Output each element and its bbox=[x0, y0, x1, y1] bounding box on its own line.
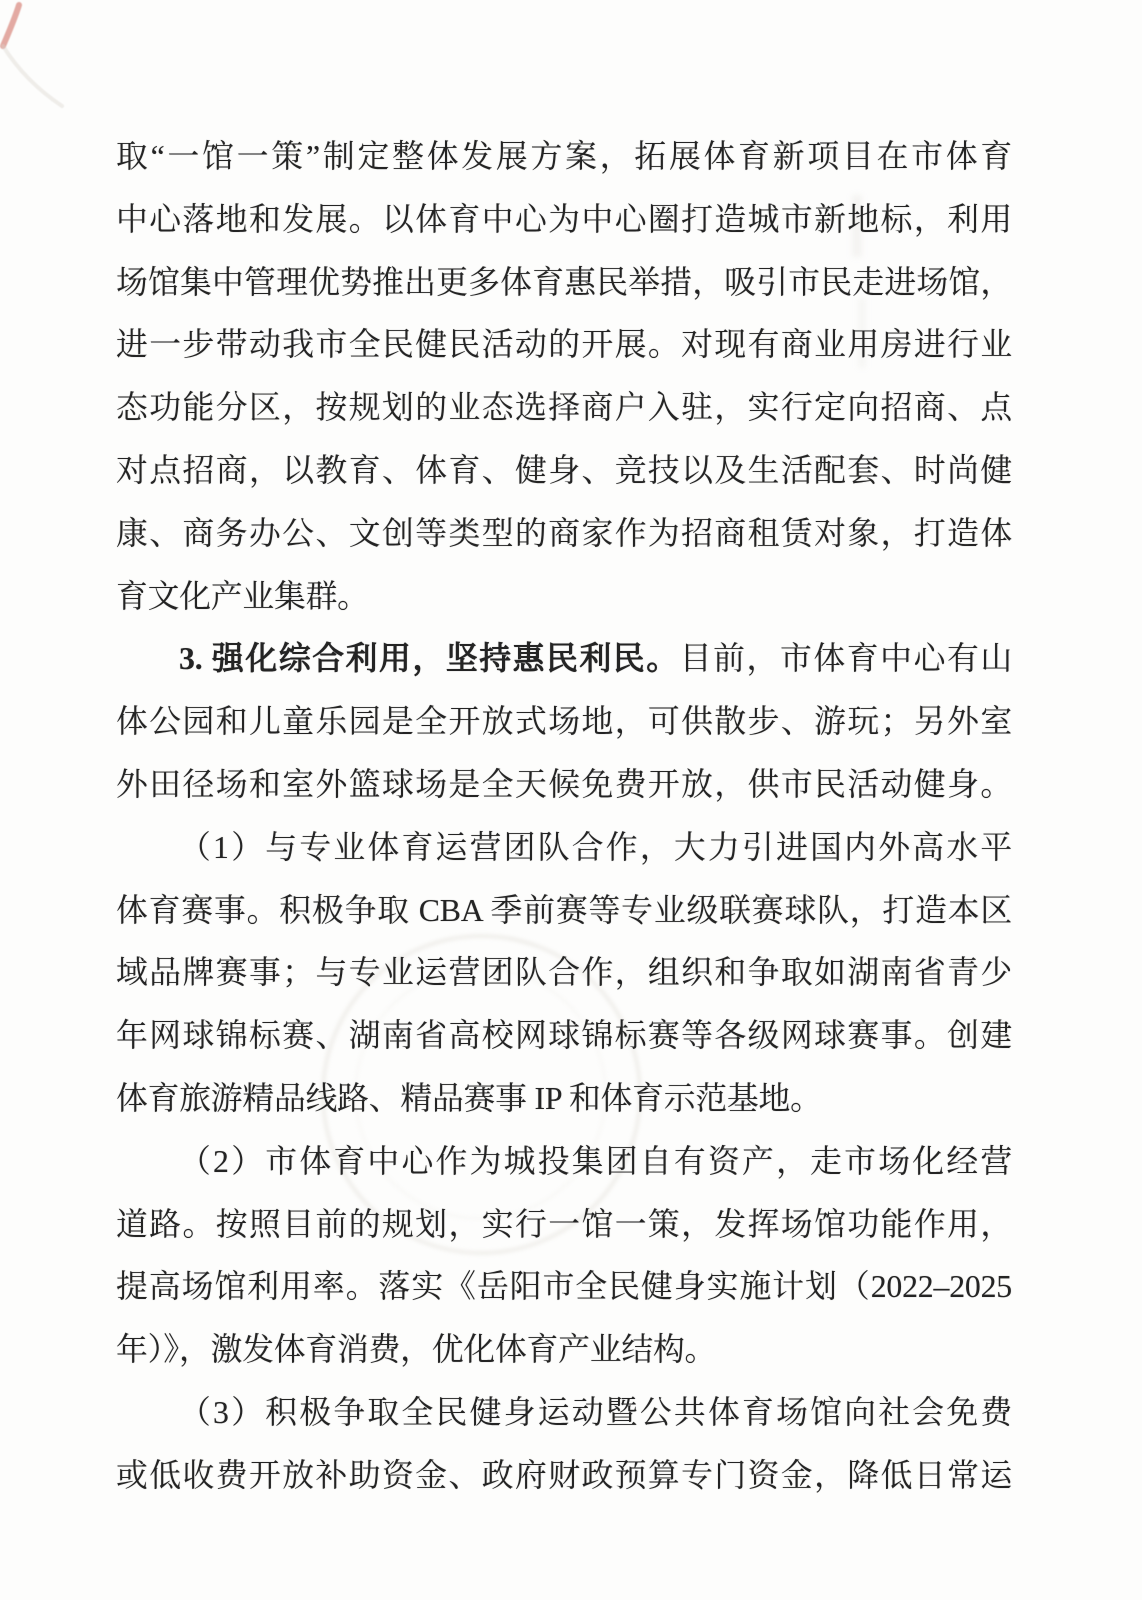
line-text: （3）积极争取全民健身运动暨公共体育场馆向社会免费 bbox=[179, 1394, 1012, 1430]
text-line bbox=[116, 1445, 1012, 1508]
text-line bbox=[116, 503, 1012, 566]
text-line bbox=[116, 1131, 1012, 1194]
text-line bbox=[116, 126, 1012, 189]
line-text: 体育旅游精品线路、精品赛事 IP 和体育示范基地。 bbox=[116, 1080, 822, 1116]
line-text: 取“一馆一策”制定整体发展方案，拓展体育新项目在市体育 bbox=[116, 139, 1012, 174]
line-text: 目前，市体育中心有山 bbox=[679, 641, 1012, 677]
text-line bbox=[116, 377, 1012, 440]
line-text: 年）》，激发体育消费，优化体育产业结构。 bbox=[116, 1332, 717, 1368]
line-text: 育文化产业集群。 bbox=[116, 578, 369, 614]
line-text: （2）市体育中心作为城投集团自有资产，走市场化经营 bbox=[179, 1143, 1012, 1179]
line-text: 进一步带动我市全民健民活动的开展。对现有商业用房进行业 bbox=[116, 327, 1012, 363]
line-text: 场馆集中管理优势推出更多体育惠民举措，吸引市民走进场馆， bbox=[116, 264, 1012, 300]
section-heading: 3. 强化综合利用，坚持惠民利民。 bbox=[179, 641, 680, 677]
text-line bbox=[116, 1068, 1012, 1131]
text-line bbox=[116, 1194, 1012, 1257]
line-text: 道路。按照目前的规划，实行一馆一策，发挥场馆功能作用， bbox=[116, 1206, 1012, 1242]
line-text: 域品牌赛事；与专业运营团队合作，组织和争取如湖南省青少 bbox=[116, 955, 1012, 991]
text-line bbox=[116, 1005, 1012, 1068]
text-line bbox=[116, 314, 1012, 377]
text-line bbox=[116, 566, 1012, 629]
line-text: （1）与专业体育运营团队合作，大力引进国内外高水平 bbox=[179, 829, 1012, 865]
line-text: 体公园和儿童乐园是全开放式场地，可供散步、游玩；另外室 bbox=[116, 704, 1012, 740]
line-text: 年网球锦标赛、湖南省高校网球锦标赛等各级网球赛事。创建 bbox=[116, 1018, 1012, 1054]
line-text: 对点招商，以教育、体育、健身、竞技以及生活配套、时尚健 bbox=[116, 452, 1012, 488]
text-line bbox=[116, 1319, 1012, 1382]
red-pen-mark bbox=[0, 0, 80, 120]
line-text: 中心落地和发展。以体育中心为中心圈打造城市新地标，利用 bbox=[116, 201, 1012, 237]
line-text: 态功能分区，按规划的业态选择商户入驻，实行定向招商、点 bbox=[116, 390, 1012, 426]
document-body bbox=[116, 126, 1012, 1508]
line-text: 或低收费开放补助资金、政府财政预算专门资金，降低日常运 bbox=[116, 1457, 1012, 1493]
text-line bbox=[116, 880, 1012, 943]
text-line bbox=[116, 440, 1012, 503]
text-line bbox=[116, 189, 1012, 252]
text-line bbox=[116, 942, 1012, 1005]
text-line bbox=[116, 754, 1012, 817]
line-text: 外田径场和室外篮球场是全天候免费开放，供市民活动健身。 bbox=[116, 766, 1012, 802]
line-text: 体育赛事。积极争取 CBA 季前赛等专业级联赛球队，打造本区 bbox=[116, 892, 1012, 928]
line-text: 康、商务办公、文创等类型的商家作为招商租赁对象，打造体 bbox=[116, 515, 1012, 551]
text-line bbox=[116, 691, 1012, 754]
text-line bbox=[116, 628, 1012, 691]
text-line bbox=[116, 1256, 1012, 1319]
text-line bbox=[116, 817, 1012, 880]
line-text: 提高场馆利用率。落实《岳阳市全民健身实施计划（2022–2025 bbox=[116, 1269, 1012, 1305]
text-line bbox=[116, 1382, 1012, 1445]
text-line bbox=[116, 252, 1012, 315]
